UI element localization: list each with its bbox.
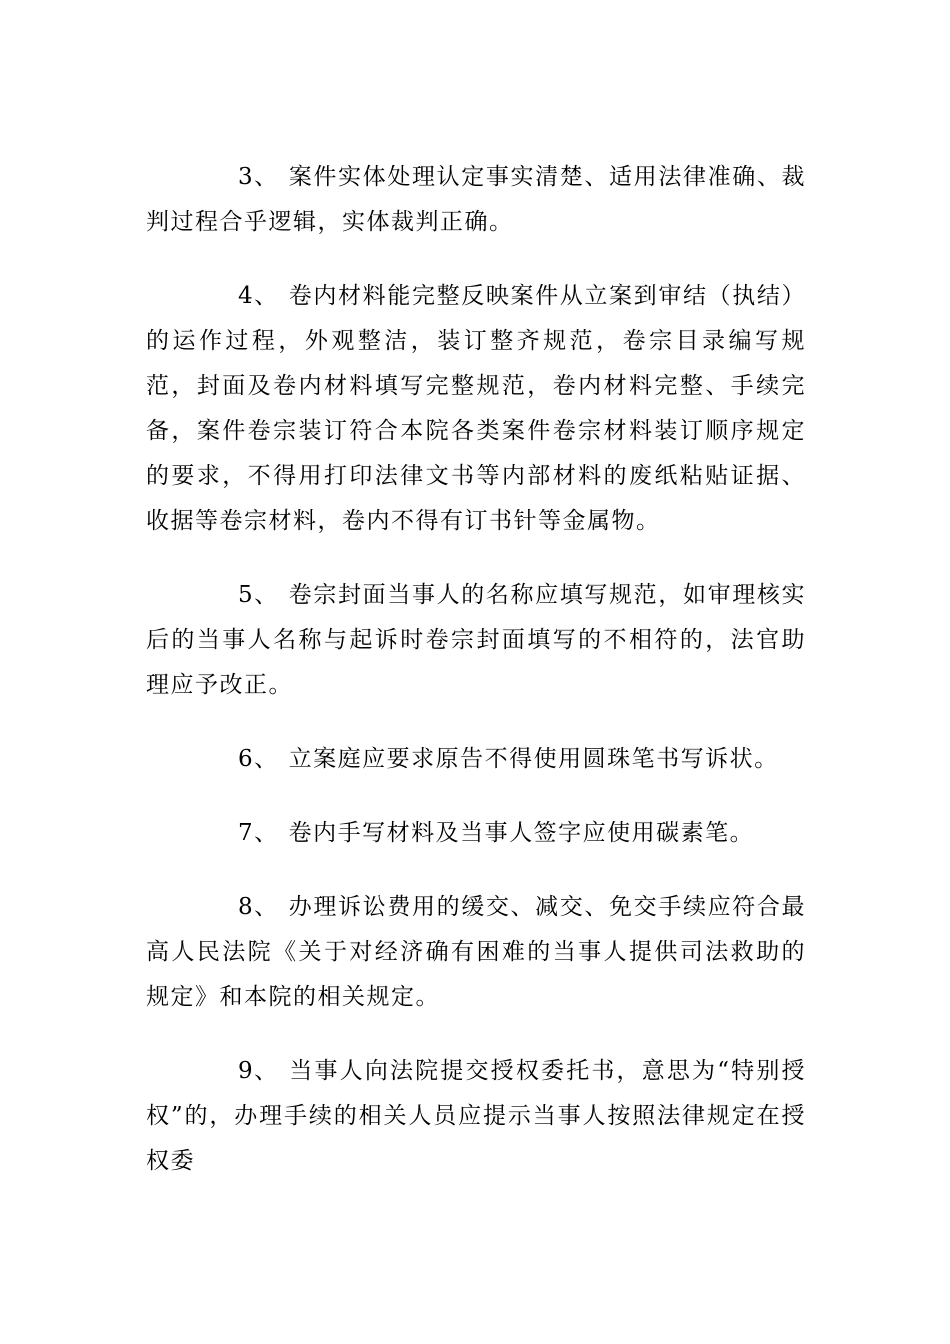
- paragraph-item-4: [146, 274, 806, 544]
- paragraph-number: 4、: [238, 283, 279, 309]
- paragraph-number: 9、: [238, 1058, 279, 1084]
- paragraph-text: 案件实体处理认定事实清楚、适用法律准确、裁判过程合乎逻辑，实体裁判正确。: [146, 164, 806, 235]
- paragraph-item-8: [146, 885, 806, 1020]
- paragraph-number: 6、: [238, 746, 279, 772]
- paragraph-text: 当事人向法院提交授权委托书，意思为“特别授权”的，办理手续的相关人员应提示当事人按照法律规定在授权委: [146, 1058, 806, 1174]
- paragraph-item-3: [146, 155, 806, 245]
- document-body: [146, 155, 806, 1213]
- paragraph-item-5: [146, 573, 806, 708]
- paragraph-text: 卷内材料能完整反映案件从立案到审结（执结）的运作过程，外观整洁，装订整齐规范，卷宗目录编写规范，封面及卷内材料填写完整规范，卷内材料完整、手续完备，案件卷宗装订符合本院各类案件卷宗材料装订顺序规定的要求，不得用打印法律文书等内部材料的废纸粘贴证据、收据等卷宗材料，卷内不得有订书针等金属物。: [146, 283, 806, 534]
- paragraph-text: 卷内手写材料及当事人签字应使用碳素笔。: [288, 820, 755, 846]
- paragraph-text: 立案庭应要求原告不得使用圆珠笔书写诉状。: [288, 746, 779, 772]
- paragraph-number: 7、: [238, 820, 279, 846]
- paragraph-number: 8、: [238, 894, 279, 920]
- paragraph-item-9: [146, 1049, 806, 1184]
- paragraph-item-7: [146, 811, 806, 856]
- paragraph-number: 3、: [238, 164, 279, 190]
- paragraph-number: 5、: [238, 582, 279, 608]
- paragraph-text: 卷宗封面当事人的名称应填写规范，如审理核实后的当事人名称与起诉时卷宗封面填写的不相符的，法官助理应予改正。: [146, 582, 806, 698]
- paragraph-item-6: [146, 737, 806, 782]
- paragraph-text: 办理诉讼费用的缓交、减交、免交手续应符合最高人民法院《关于对经济确有困难的当事人提供司法救助的规定》和本院的相关规定。: [146, 894, 806, 1010]
